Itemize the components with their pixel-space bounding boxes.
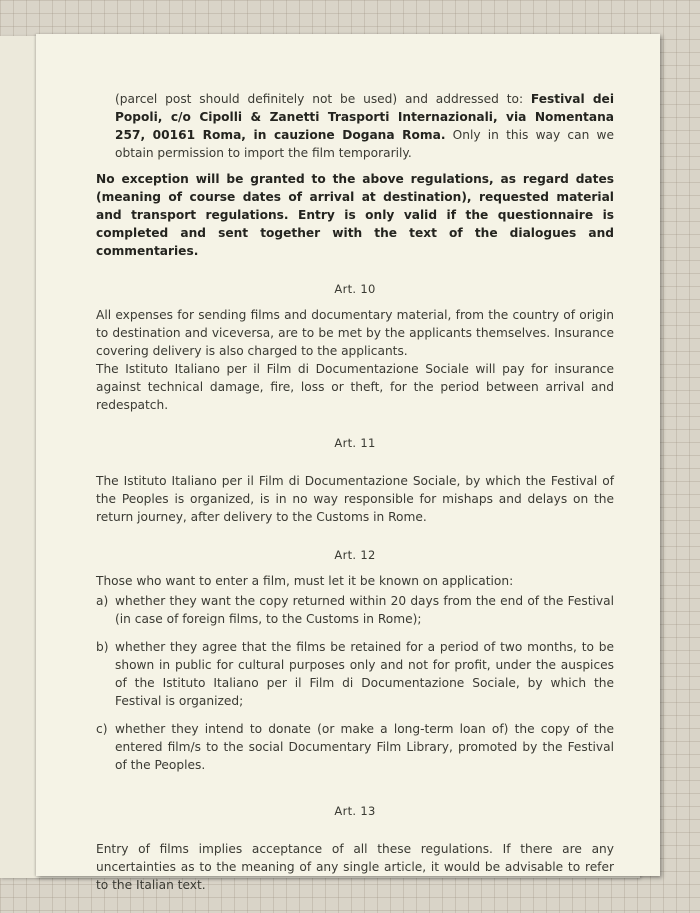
art12-heading: Art. 12 (334, 548, 376, 562)
art12-item-c-label: c) (96, 722, 108, 736)
intro-paragraph (96, 90, 614, 162)
art12-item-c (96, 720, 614, 774)
art12-intro: Those who want to enter a film, must let it be known on application: (96, 574, 514, 588)
art12-item-b-text: whether they agree that the films be retained for a period of two months, to be shown in public for cultural purposes only and not for profit, under the auspices of the Istituto Italiano per il Film di Documentazione Sociale, by which the Festival is organized; (115, 640, 614, 708)
art13-heading: Art. 13 (334, 804, 376, 818)
exception-note: No exception will be granted to the above regulations, as regard dates (meaning of course dates of arrival at destination), requested material and transport regulations. Entry is only valid if the questionnaire is completed and sent together with the text of the dialogues and commentaries. (96, 172, 614, 258)
art12-item-b-label: b) (96, 640, 109, 654)
art10-paragraph-1: All expenses for sending films and documentary material, from the country of origin to destination and viceversa, are to be met by the applicants themselves. Insurance covering delivery is also charged to the applicants. (96, 308, 614, 358)
intro-address: Festival dei Popoli, c/o Cipolli & Zanetti Trasporti Internazionali, via Nomentana 257, 00161 Roma, in cauzione Dogana Roma. (115, 92, 614, 142)
document-page (36, 34, 660, 892)
art11-paragraph-1: The Istituto Italiano per il Film di Documentazione Sociale, by which the Festival of the Peoples is organized, is in no way responsible for mishaps and delays on the return journey, after delivery to the Customs in Rome. (96, 474, 614, 524)
intro-post: Only in this way can we obtain permission to import the film temporarily. (115, 128, 614, 160)
art12-item-c-text: whether they intend to donate (or make a long-term loan of) the copy of the entered film/s to the social Documentary Film Library, promoted by the Festival of the Peoples. (115, 722, 614, 772)
art12-item-a-text: whether they want the copy returned within 20 days from the end of the Festival (in case of foreign films, to the Customs in Rome); (115, 594, 614, 626)
intro-pre: (parcel post should definitely not be used) and addressed to: (115, 92, 531, 106)
art13-paragraph-1: Entry of films implies acceptance of all these regulations. If there are any uncertainties as to the meaning of any single article, it would be advisable to refer to the Italian text. (96, 842, 614, 892)
document-content (96, 90, 614, 894)
art11-heading: Art. 11 (334, 436, 376, 450)
art12-item-a (96, 592, 614, 628)
art12-item-b (96, 638, 614, 710)
art10-heading: Art. 10 (334, 282, 376, 296)
art12-item-a-label: a) (96, 594, 109, 608)
art10-paragraph-2: The Istituto Italiano per il Film di Documentazione Sociale will pay for insurance against technical damage, fire, loss or theft, for the period between arrival and redespatch. (96, 362, 614, 412)
